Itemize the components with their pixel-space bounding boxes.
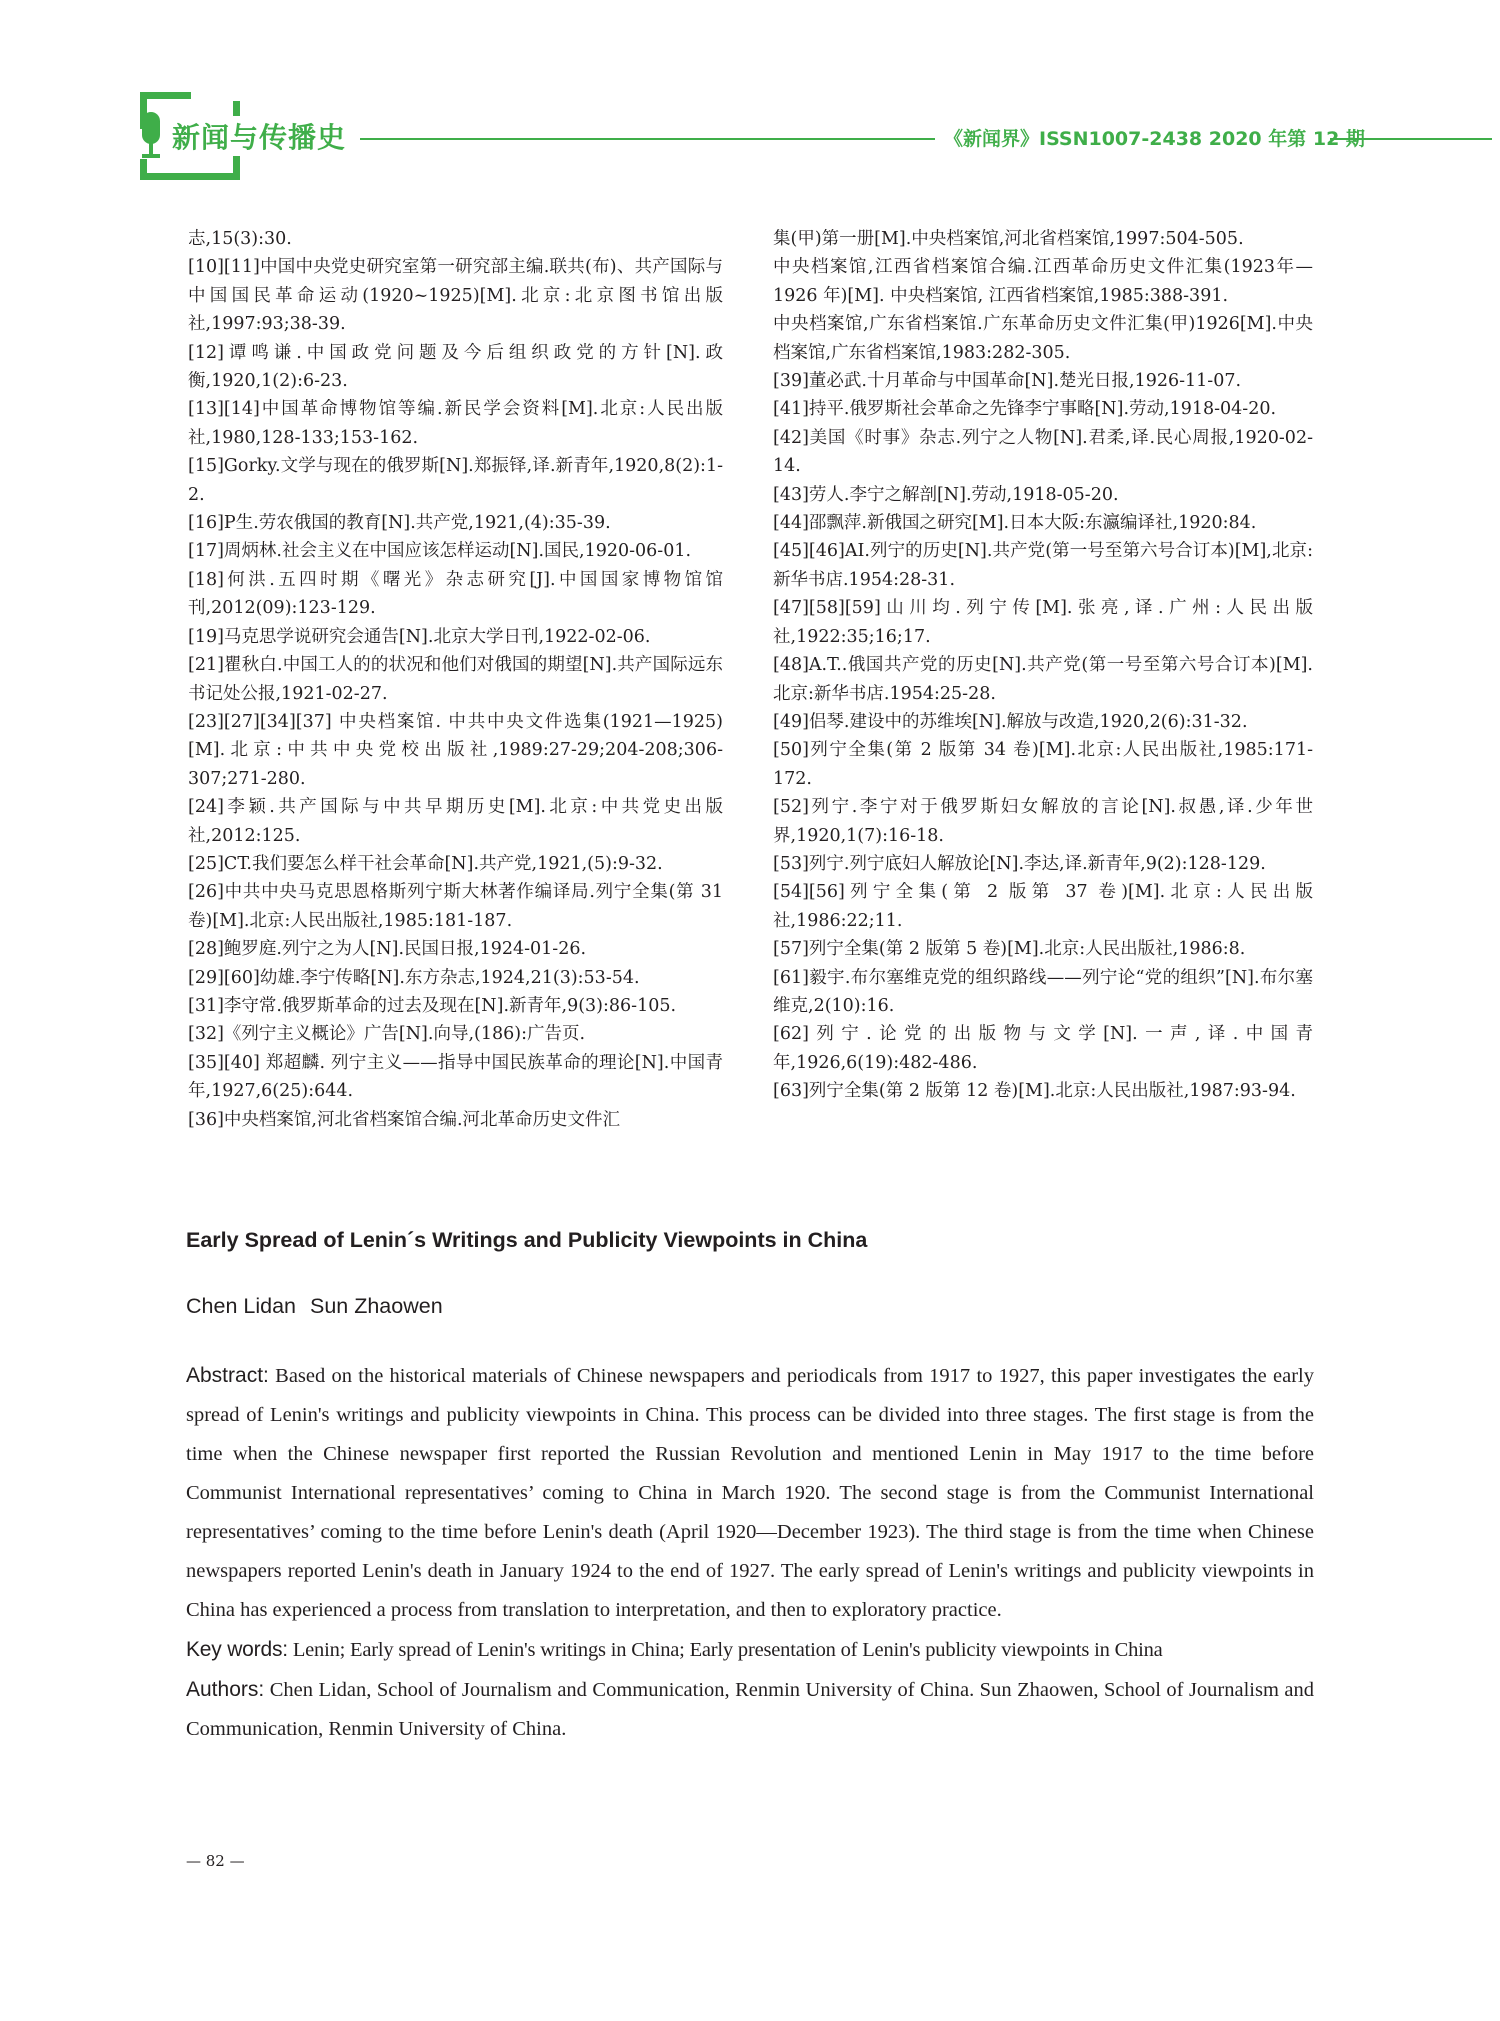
reference-item: [10][11]中国中央党史研究室第一研究部主编.联共(布)、共产国际与中国国民革命运动(1920~1925)[M].北京:北京图书馆出版社,1997:93;38-39. (188, 257, 723, 335)
keywords-text: Lenin; Early spread of Lenin's writings in China; Early presentation of Lenin's publicity viewpoints in China (292, 1639, 1163, 1661)
reference-item: [32]《列宁主义概论》广告[N].向导,(186):广告页. (188, 1024, 586, 1045)
reference-item: [47][58][59]山川均.列宁传[M].张亮,译.广州:人民出版社,1922:35;16;17. (773, 598, 1313, 647)
reference-item: [24]李颖.共产国际与中共早期历史[M].北京:中共党史出版社,2012:125. (188, 797, 723, 846)
references-right-column (773, 225, 1313, 1106)
reference-item: [19]马克思学说研究会通告[N].北京大学日刊,1922-02-06. (188, 626, 651, 647)
reference-item: [29][60]幼雄.李宁传略[N].东方杂志,1924,21(3):53-54. (188, 967, 640, 988)
journal-issue-info: 《新闻界》ISSN1007-2438 2020 年第 12 期 (944, 128, 1365, 150)
reference-item: [35][40] 郑超麟. 列宁主义——指导中国民族革命的理论[N].中国青年,1927,6(25):644. (188, 1052, 723, 1102)
reference-item: [15]Gorky.文学与现在的俄罗斯[N].郑振铎,译.新青年,1920,8(2):1-2. (188, 456, 723, 505)
reference-item: [23][27][34][37] 中央档案馆. 中共中央文件选集(1921—1925)[M].北京:中共中央党校出版社,1989:27-29;204-208;306-307;271-280. (188, 711, 723, 789)
header-rule-left (360, 138, 935, 140)
reference-item: [36]中央档案馆,河北省档案馆合编.河北革命历史文件汇 (188, 1109, 621, 1130)
reference-item: [57]列宁全集(第 2 版第 5 卷)[M].北京:人民出版社,1986:8. (773, 939, 1246, 960)
reference-item: [17]周炳林.社会主义在中国应该怎样运动[N].国民,1920-06-01. (188, 541, 692, 562)
reference-item: [28]鲍罗庭.列宁之为人[N].民国日报,1924-01-26. (188, 939, 587, 960)
english-abstract-block (186, 1356, 1314, 1749)
reference-item: [18]何洪.五四时期《曙光》杂志研究[J].中国国家博物馆馆刊,2012(09):123-129. (188, 569, 723, 619)
author-name: Sun Zhaowen (309, 1294, 443, 1318)
abstract-paragraph (186, 1356, 1314, 1630)
reference-item: [16]P生.劳农俄国的教育[N].共产党,1921,(4):35-39. (188, 513, 611, 534)
reference-item: [41]持平.俄罗斯社会革命之先锋李宁事略[N].劳动,1918-04-20. (773, 399, 1277, 420)
abstract-label: Abstract: (186, 1364, 269, 1387)
page-number: — 82 — (186, 1852, 245, 1870)
reference-item: 中央档案馆,广东省档案馆.广东革命历史文件汇集(甲)1926[M].中央档案馆,广东省档案馆,1983:282-305. (773, 314, 1313, 363)
reference-item: [53]列宁.列宁底妇人解放论[N].李达,译.新青年,9(2):128-129. (773, 853, 1266, 874)
reference-item: [43]劳人.李宁之解剖[N].劳动,1918-05-20. (773, 484, 1119, 505)
reference-item: 志,15(3):30. (188, 229, 292, 249)
reference-item: [45][46]AI.列宁的历史[N].共产党(第一号至第六号合订本)[M],北京:新华书店.1954:28-31. (773, 541, 1313, 590)
reference-item: [52]列宁.李宁对于俄罗斯妇女解放的言论[N].叔愚,译.少年世界,1920,1(7):16-18. (773, 797, 1313, 846)
reference-item: [63]列宁全集(第 2 版第 12 卷)[M].北京:人民出版社,1987:93-94. (773, 1081, 1296, 1102)
authors-text: Chen Lidan, School of Journalism and Communication, Renmin University of China. Sun Zhaowen, School of Journalism and Communication, Renmin University of China. (186, 1679, 1314, 1740)
reference-item: [21]瞿秋白.中国工人的的状况和他们对俄国的期望[N].共产国际远东书记处公报,1921-02-27. (188, 655, 723, 704)
reference-item: 中央档案馆,江西省档案馆合编.江西革命历史文件汇集(1923年—1926 年)[M]. 中央档案馆, 江西省档案馆,1985:388-391. (773, 257, 1313, 306)
reference-item: [62]列宁.论党的出版物与文学[N].一声,译.中国青年,1926,6(19):482-486. (773, 1024, 1313, 1073)
reference-item: [26]中共中央马克思恩格斯列宁斯大林著作编译局.列宁全集(第 31 卷)[M].北京:人民出版社,1985:181-187. (188, 882, 723, 931)
reference-item: [39]董必武.十月革命与中国革命[N].楚光日报,1926-11-07. (773, 371, 1242, 392)
reference-item: [12]谭鸣谦.中国政党问题及今后组织政党的方针[N].政衡,1920,1(2):6-23. (188, 342, 723, 392)
reference-item: [54][56]列宁全集(第 2 版第 37 卷)[M].北京:人民出版社,1986:22;11. (773, 882, 1313, 931)
reference-item: [13][14]中国革命博物馆等编.新民学会资料[M].北京:人民出版社,1980,128-133;153-162. (188, 399, 723, 448)
microphone-icon (138, 112, 162, 158)
english-author-names (186, 1294, 443, 1319)
references-left-column (188, 225, 723, 1134)
reference-item: [31]李守常.俄罗斯革命的过去及现在[N].新青年,9(3):86-105. (188, 995, 677, 1016)
keywords-label: Key words: (186, 1638, 288, 1661)
reference-item: [42]美国《时事》杂志.列宁之人物[N].君柔,译.民心周报,1920-02-14. (773, 427, 1313, 477)
reference-item: [44]邵飘萍.新俄国之研究[M].日本大阪:东瀛编译社,1920:84. (773, 513, 1257, 534)
reference-item: [49]侣琴.建设中的苏维埃[N].解放与改造,1920,2(6):31-32. (773, 711, 1248, 732)
section-title: 新闻与传播史 (172, 116, 352, 156)
page-header (0, 0, 1500, 190)
english-title: Early Spread of Lenin´s Writings and Publicity Viewpoints in China (186, 1228, 868, 1252)
reference-item: [50]列宁全集(第 2 版第 34 卷)[M].北京:人民出版社,1985:171-172. (773, 740, 1313, 789)
authors-label: Authors: (186, 1678, 265, 1701)
reference-item: [61]毅宇.布尔塞维克党的组织路线——列宁论“党的组织”[N].布尔塞维克,2(10):16. (773, 967, 1313, 1016)
keywords-paragraph (186, 1630, 1314, 1670)
abstract-text: Based on the historical materials of Chinese newspapers and periodicals from 1917 to 1927, this paper investigates the early spread of Lenin's writings and publicity viewpoints in China. This process can be divided into three stages. The first stage is from the time when the Chinese newspaper first reported the Russian Revolution and mentioned Lenin in May 1917 to the time before Communist International representatives’ coming to China in March 1920. The second stage is from the Communist International representatives’ coming to the time before Lenin's death (April 1920—December 1923). The third stage is from the time when Chinese newspapers reported Lenin's death in January 1924 to the end of 1927. The early spread of Lenin's writings and publicity viewpoints in China has experienced a process from translation to interpretation, and then to exploratory practice. (186, 1365, 1315, 1621)
reference-item: 集(甲)第一册[M].中央档案馆,河北省档案馆,1997:504-505. (773, 229, 1244, 249)
reference-item: [48]A.T..俄国共产党的历史[N].共产党(第一号至第六号合订本)[M].北京:新华书店.1954:25-28. (773, 655, 1313, 704)
author-name: Chen Lidan (186, 1294, 296, 1318)
authors-paragraph (186, 1670, 1314, 1749)
reference-item: [25]CT.我们要怎么样干社会革命[N].共产党,1921,(5):9-32. (188, 853, 663, 874)
